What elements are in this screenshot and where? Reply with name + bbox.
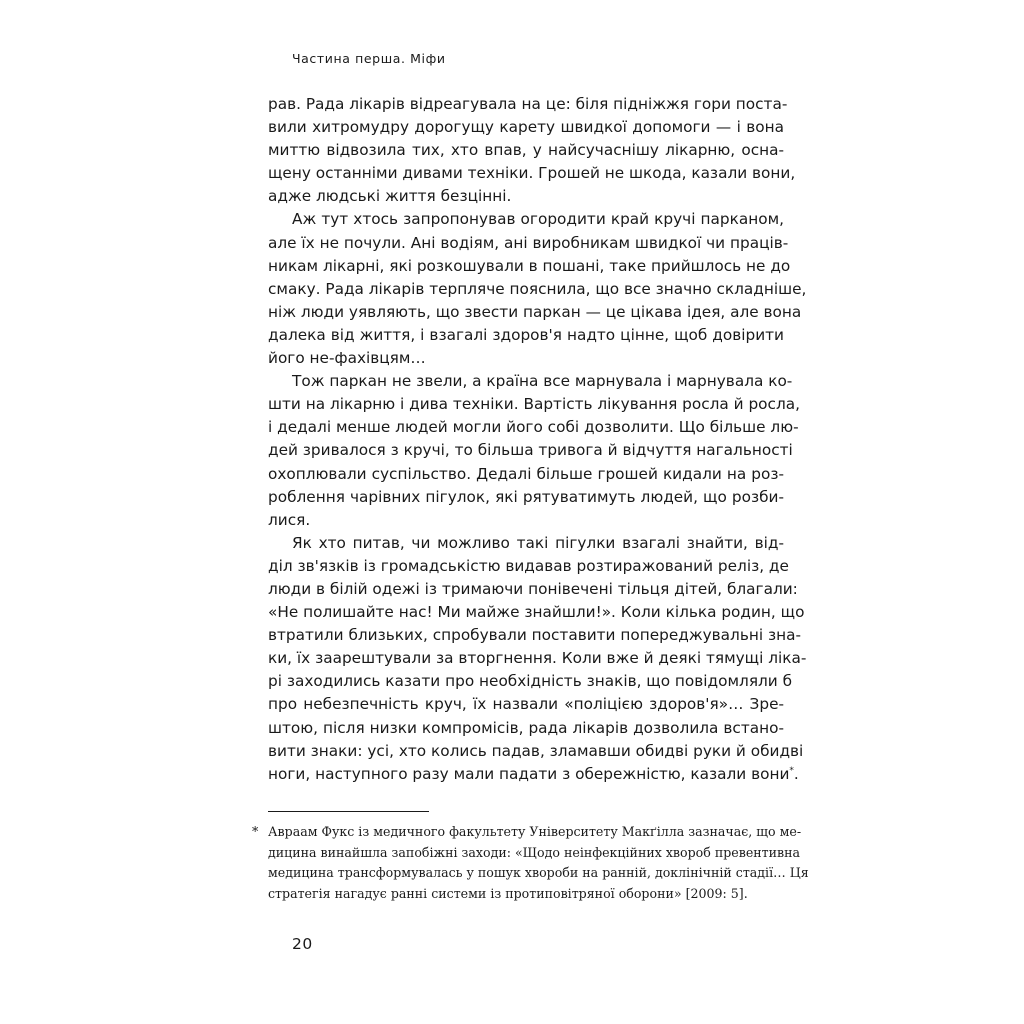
text-line: втратили близьких, спробували поставити попереджувальні зна-: [268, 626, 801, 645]
text-line: Як хто питав, чи можливо такі пігулки взагалі знайти, від-: [292, 533, 784, 552]
running-head: Частина перша. Міфи: [292, 51, 446, 66]
text-line: смаку. Рада лікарів терпляче пояснила, що все значно складніше,: [268, 279, 807, 298]
text-line: дей зривалося з кручі, то більша тривога й відчуття нагальності: [268, 441, 793, 460]
text-line: далека від життя, і взагалі здоров'я надто цінне, щоб довірити: [268, 325, 784, 344]
footnote-line: Авраам Фукс із медичного факультету Університету Макґілла зазначає, що ме-: [268, 824, 802, 839]
text-line: шти на лікарню і дива техніки. Вартість лікування росла й росла,: [268, 395, 800, 414]
text-line: никам лікарні, які розкошували в пошані, таке прийшлось не до: [268, 256, 791, 275]
text-line: Тож паркан не звели, а країна все марнувала і марнувала ко-: [292, 372, 793, 391]
text-line: люди в білій одежі із тримаючи понівечені тільця дітей, благали:: [268, 579, 798, 598]
footnote-line: дицина винайшла запобіжні заходи: «Щодо неінфекційних хвороб превентивна: [268, 844, 801, 860]
body-text: [268, 93, 807, 786]
text-line: «Не полишайте нас! Ми майже знайшли!». Коли кілька родин, що: [268, 603, 805, 622]
text-line: діл зв'язків із громадськістю видавав розтиражований реліз, де: [268, 556, 789, 575]
text-line-content: ноги, наступного разу мали падати з обережністю, казали вони: [268, 764, 790, 783]
text-line: лися.: [268, 510, 311, 529]
text-line: охоплювали суспільство. Дедалі більше грошей кидали на роз-: [268, 464, 784, 483]
footnote-marker: *: [252, 824, 259, 839]
text-line: Аж тут хтось запропонував огородити край кручі парканом,: [292, 210, 784, 229]
text-line: і дедалі менше людей могли його собі дозволити. Що більше лю-: [268, 418, 799, 437]
text-line: рі заходились казати про необхідність знаків, що повідомляли б: [268, 672, 793, 691]
text-line: адже людські життя безцінні.: [268, 187, 512, 206]
text-line: штою, після низки компромісів, рада лікарів дозволила встано-: [268, 718, 784, 737]
footnote-line: медицина трансформувалась у пошук хвороби на ранній, доклінічній стадії… Ця: [268, 865, 809, 880]
text-line: рав. Рада лікарів відреагувала на це: біля підніжжя гори поста-: [268, 95, 788, 113]
text-line: вили хитромудру дорогущу карету швидкої допомоги — і вона: [268, 118, 784, 137]
footnote-reference: *: [789, 765, 794, 776]
text-line: але їх не почули. Ані водіям, ані виробникам швидкої чи праців-: [268, 233, 789, 252]
page-number: 20: [292, 935, 313, 953]
text-line: миттю відвозила тих, хто впав, у найсучаснішу лікарню, осна-: [268, 141, 784, 160]
text-line: про небезпечність круч, їх назвали «поліцією здоров'я»… Зре-: [268, 695, 784, 714]
text-line: роблення чарівних пігулок, які рятуватимуть людей, що розби-: [268, 487, 784, 506]
footnote-divider: [268, 811, 429, 812]
text-line-with-footnote-ref: ноги, наступного разу мали падати з обережністю, казали вони*.: [268, 764, 799, 783]
text-line: ки, їх заарештували за вторгнення. Коли вже й деякі тямущі ліка-: [268, 649, 807, 668]
footnote: [252, 822, 809, 904]
text-line: щену останніми дивами техніки. Грошей не шкода, казали вони,: [268, 164, 796, 183]
text-line: його не-фахівцям…: [268, 349, 426, 368]
footnote-line: стратегія нагадує ранні системи із протиповітряної оборони» [2009: 5].: [268, 885, 748, 901]
text-line: ніж люди уявляють, що звести паркан — це цікава ідея, але вона: [268, 302, 802, 321]
text-line: вити знаки: усі, хто колись падав, зламавши обидві руки й обидві: [268, 741, 804, 760]
